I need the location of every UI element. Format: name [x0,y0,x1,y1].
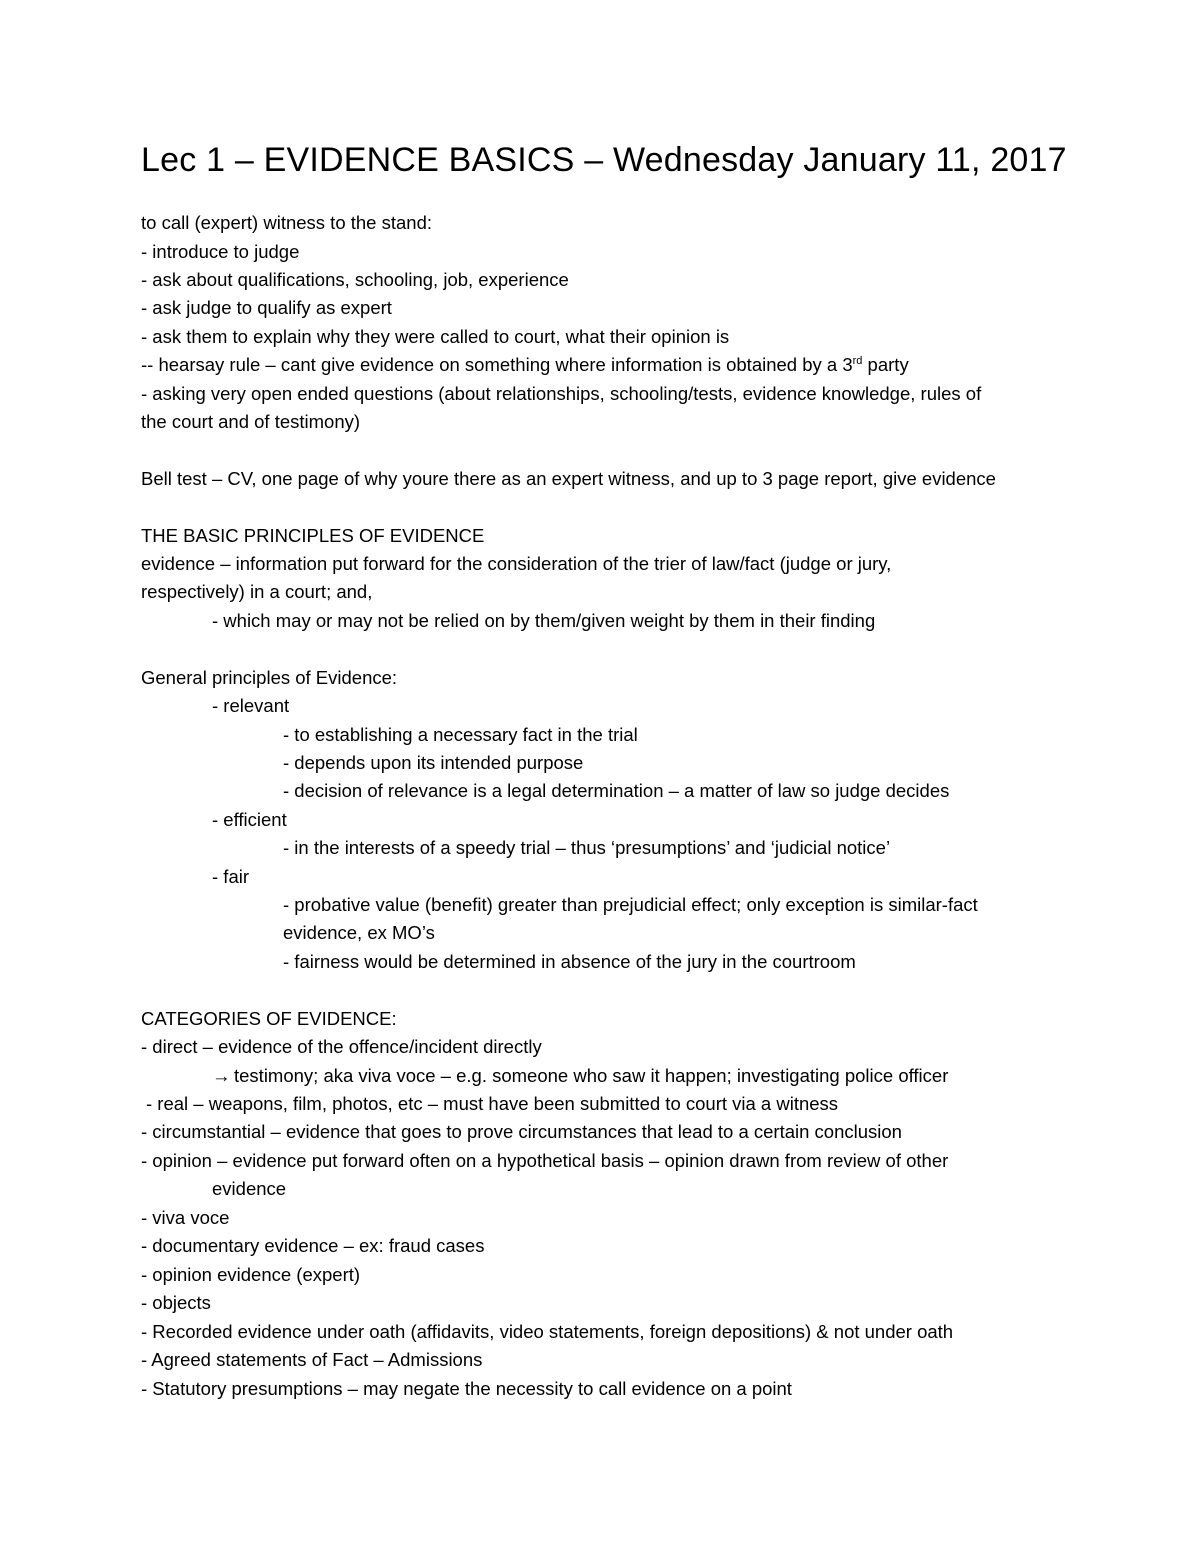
category-item: - circumstantial – evidence that goes to prove circumstances that lead to a certain conclusion [141,1121,902,1142]
category-item: - opinion evidence (expert) [141,1264,361,1285]
open-questions-line: - asking very open ended questions (about relationships, schooling/tests, evidence knowledge, rules of [141,383,982,404]
categories-heading: CATEGORIES OF EVIDENCE: [141,1008,397,1029]
principle-fair: - fair [212,866,249,887]
witness-item: - introduce to judge [141,241,300,262]
category-item-continued: evidence [212,1178,287,1199]
general-principles-heading: General principles of Evidence: [141,667,398,688]
hearsay-rule [141,353,909,380]
principle-sub-item: - probative value (benefit) greater than prejudicial effect; only exception is similar-fact [283,894,978,915]
principle-sub-item: evidence, ex MO’s [283,922,435,943]
testimony-line [212,1064,948,1088]
evidence-definition: evidence – information put forward for the consideration of the trier of law/fact (judge or jury, [141,553,892,574]
category-item: - objects [141,1292,211,1313]
category-item: - documentary evidence – ex: fraud cases [141,1235,485,1256]
category-item: - Statutory presumptions – may negate the necessity to call evidence on a point [141,1378,792,1399]
category-item: - Agreed statements of Fact – Admissions [141,1349,483,1370]
witness-heading: to call (expert) witness to the stand: [141,212,432,233]
open-questions-line: the court and of testimony) [141,411,361,432]
category-item: - viva voce [141,1207,230,1228]
category-item: - opinion – evidence put forward often on a hypothetical basis – opinion drawn from review of other [141,1150,949,1171]
category-item: - real – weapons, film, photos, etc – must have been submitted to court via a witness [146,1093,839,1114]
page-title: Lec 1 – EVIDENCE BASICS – Wednesday January 11, 2017 [141,141,1067,179]
principle-efficient: - efficient [212,809,287,830]
principle-sub-item: - depends upon its intended purpose [283,752,584,773]
principle-sub-item: - fairness would be determined in absence of the jury in the courtroom [283,951,856,972]
principle-sub-item: - to establishing a necessary fact in the trial [283,724,638,745]
category-item: - direct – evidence of the offence/incident directly [141,1036,542,1057]
evidence-definition-item: - which may or may not be relied on by them/given weight by them in their finding [212,610,876,631]
testimony-text: testimony; aka viva voce – e.g. someone who saw it happen; investigating police officer [234,1065,949,1086]
evidence-definition: respectively) in a court; and, [141,581,373,602]
witness-item: - ask judge to qualify as expert [141,297,392,318]
hearsay-text: -- hearsay rule – cant give evidence on something where information is obtained by a 3 [141,354,853,375]
arrow-right-icon: → [212,1065,231,1086]
principle-sub-item: - decision of relevance is a legal determination – a matter of law so judge decides [283,780,950,801]
hearsay-text-end: party [862,354,909,375]
bell-test: Bell test – CV, one page of why youre there as an expert witness, and up to 3 page report, give evidence [141,468,996,489]
principle-sub-item: - in the interests of a speedy trial – thus ‘presumptions’ and ‘judicial notice’ [283,837,891,858]
category-item: - Recorded evidence under oath (affidavits, video statements, foreign depositions) & not under oath [141,1321,954,1342]
witness-item: - ask about qualifications, schooling, job, experience [141,269,569,290]
basic-principles-heading: THE BASIC PRINCIPLES OF EVIDENCE [141,525,485,546]
principle-relevant: - relevant [212,695,290,716]
hearsay-superscript: rd [852,355,863,367]
witness-item: - ask them to explain why they were called to court, what their opinion is [141,326,730,347]
